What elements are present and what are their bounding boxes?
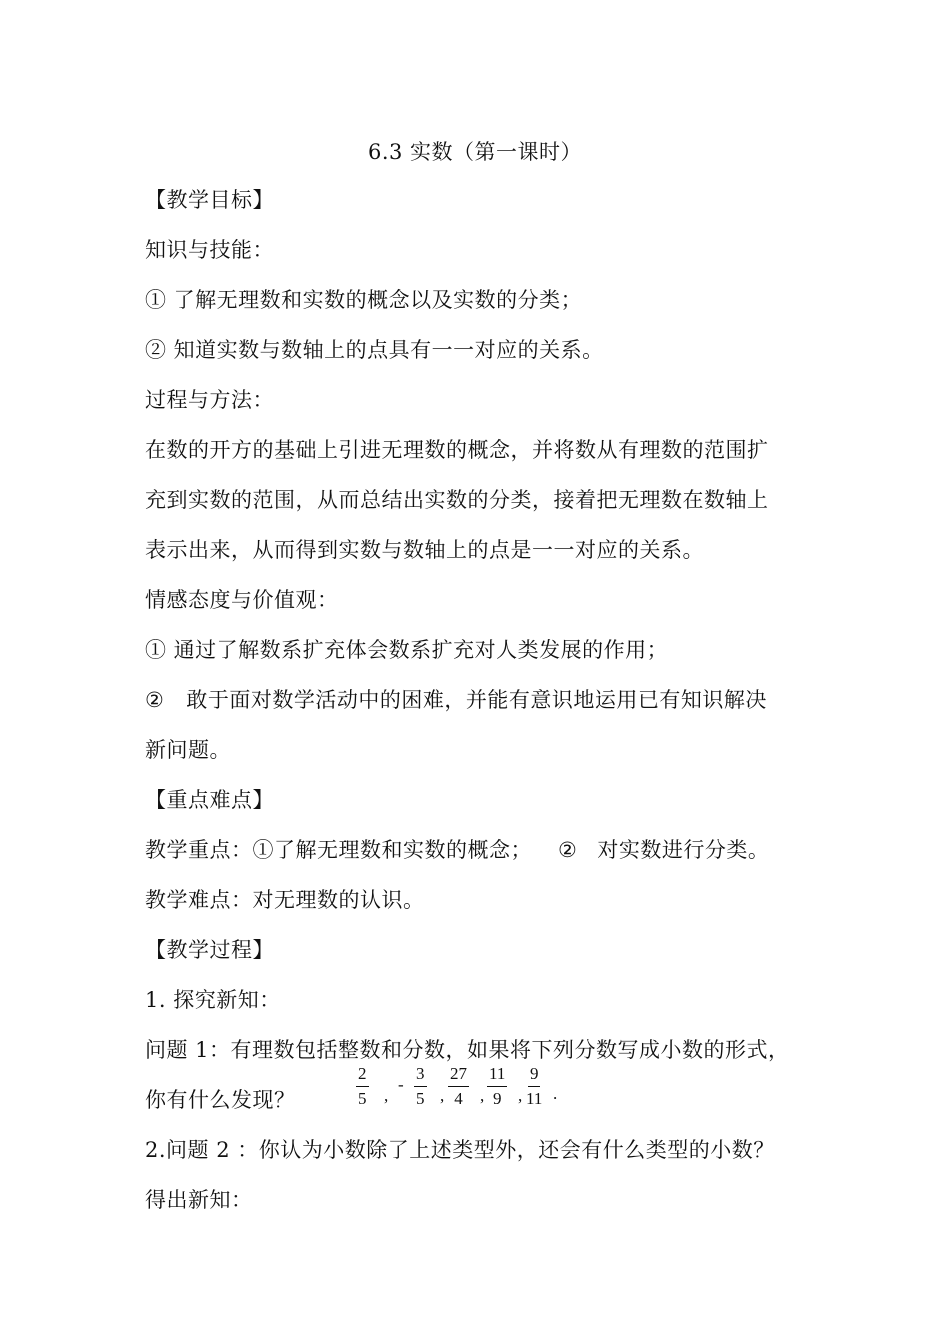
new-knowledge-heading: 得出新知： [145,1188,253,1212]
step-1-heading: 1. 探究新知： [145,988,281,1012]
fraction-numerator: 11 [487,1064,507,1087]
fraction-separator: , [480,1086,485,1105]
teaching-focus [145,836,769,864]
fraction-numerator: 27 [448,1064,469,1087]
fraction-11-9 [487,1064,507,1109]
fraction-numerator: 2 [356,1064,369,1087]
fraction-numerator: 3 [414,1064,427,1087]
question-1-line-1: 问题 1：有理数包括整数和分数，如果将下列分数写成小数的形式， [145,1038,790,1062]
fraction-separator: , [384,1086,389,1105]
question-2: 2.问题 2 ：你认为小数除了上述类型外，还会有什么类型的小数？ [145,1138,775,1162]
process-section-heading: 【教学过程】 [145,938,274,962]
teaching-focus-marker: ② [558,838,578,862]
process-text-2: 充到实数的范围，从而总结出实数的分类，接着把无理数在数轴上 [145,488,769,512]
minus-sign: - [398,1075,404,1094]
fraction-27-4 [448,1064,469,1109]
knowledge-item-1: ① 了解无理数和实数的概念以及实数的分类； [145,288,583,312]
fraction-3-5 [414,1064,427,1109]
knowledge-heading: 知识与技能： [145,238,274,262]
process-text-1: 在数的开方的基础上引进无理数的概念，并将数从有理数的范围扩 [145,438,769,462]
fraction-numerator: 9 [528,1064,541,1087]
fraction-denominator: 9 [492,1089,502,1108]
objectives-heading: 【教学目标】 [145,188,274,212]
fraction-denominator: 11 [526,1089,543,1108]
fraction-separator: , [440,1086,445,1105]
teaching-focus-prefix: 教学重点：①了解无理数和实数的概念； [145,838,532,862]
emotion-item-2-continued: 新问题。 [145,738,231,762]
fraction-denominator: 5 [358,1089,367,1108]
question-1-line-2: 你有什么发现？ [145,1088,296,1112]
knowledge-item-2: ② 知道实数与数轴上的点具有一一对应的关系。 [145,338,604,362]
fraction-separator: , [518,1086,523,1105]
fraction-denominator: 5 [416,1089,425,1108]
fraction-2-5 [356,1064,369,1109]
page-title: 6.3 实数（第一课时） [367,140,583,164]
emotion-item-2-marker: ② [145,688,165,712]
fraction-period: . [553,1084,558,1103]
emotion-item-2-text: 敢于面对数学活动中的困难，并能有意识地运用已有知识解决 [186,688,767,712]
emotion-item-1: ① 通过了解数系扩充体会数系扩充对人类发展的作用； [145,638,669,662]
process-text-3: 表示出来，从而得到实数与数轴上的点是一一对应的关系。 [145,538,704,562]
fraction-9-11 [526,1064,542,1109]
emotion-item-2 [145,686,767,714]
emotion-heading: 情感态度与价值观： [145,588,339,612]
key-points-heading: 【重点难点】 [145,788,274,812]
teaching-difficulty: 教学难点：对无理数的认识。 [145,888,425,912]
fraction-denominator: 4 [454,1089,463,1108]
teaching-focus-suffix: 对实数进行分类。 [597,838,770,862]
process-heading: 过程与方法： [145,388,274,412]
